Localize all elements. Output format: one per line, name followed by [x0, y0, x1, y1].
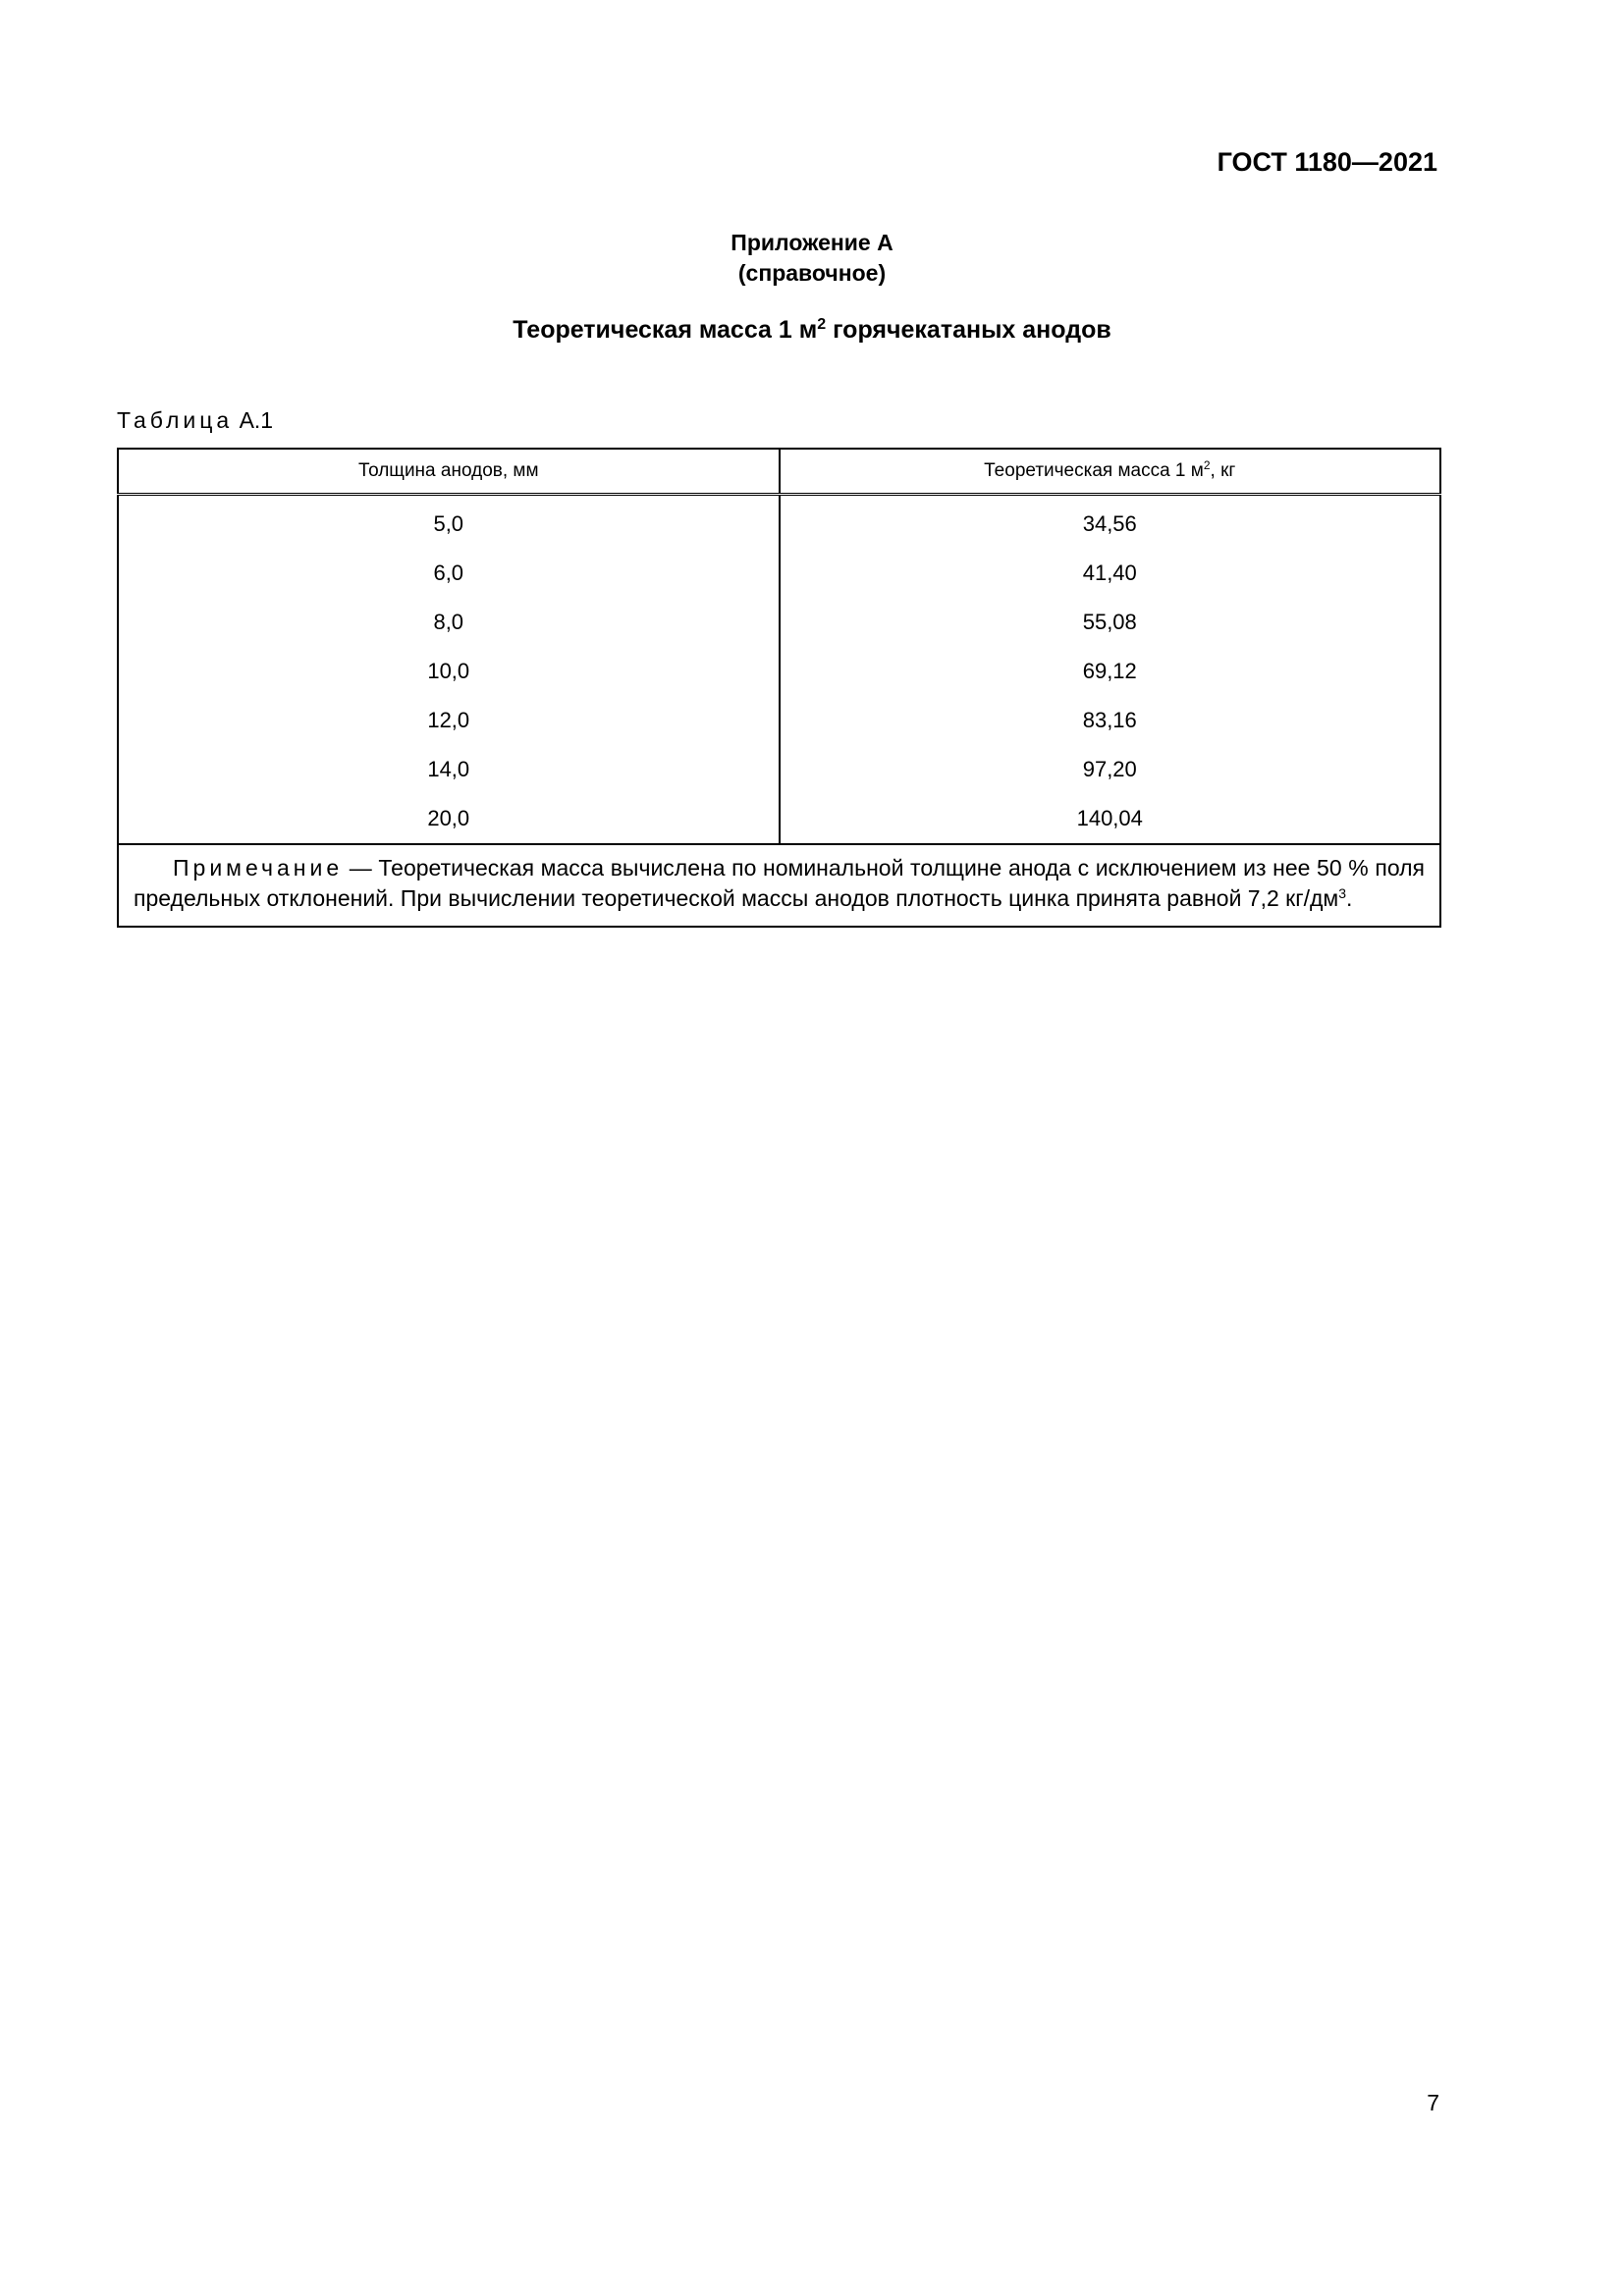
note-label: Примечание	[173, 855, 344, 881]
annex-status: (справочное)	[737, 260, 887, 286]
annex-title-superscript: 2	[817, 316, 827, 333]
table-note-row	[118, 844, 1440, 927]
thickness-cell: 20,0	[118, 794, 780, 844]
mass-cell: 97,20	[780, 745, 1441, 794]
note-text: — Теоретическая масса вычислена по номинальной толщине анода с исключением из нее 50 % поля предельных отклонений. При вычислении теоретической массы анодов плотность цинка принята равной 7,2 кг/дм	[134, 855, 1425, 911]
column-header-thickness: Толщина анодов, мм	[118, 449, 780, 495]
table-row	[118, 549, 1440, 598]
page-number: 7	[1427, 2090, 1439, 2115]
annex-title	[0, 316, 1624, 345]
mass-cell: 83,16	[780, 696, 1441, 745]
thickness-cell: 12,0	[118, 696, 780, 745]
data-table-container	[117, 448, 1441, 928]
table-row	[118, 598, 1440, 647]
column-header-mass-superscript: 2	[1203, 458, 1211, 472]
annex-title-text-end: горячекатаных анодов	[826, 316, 1111, 344]
table-row	[118, 495, 1440, 550]
mass-cell: 140,04	[780, 794, 1441, 844]
annex-heading	[0, 228, 1624, 289]
standard-number: ГОСТ 1180—2021	[1217, 147, 1437, 177]
mass-cell: 55,08	[780, 598, 1441, 647]
table-caption-number: А.1	[239, 407, 274, 433]
mass-cell: 34,56	[780, 495, 1441, 550]
note-end: .	[1346, 885, 1353, 911]
note-superscript: 3	[1338, 885, 1347, 901]
table-row	[118, 794, 1440, 844]
column-header-mass	[780, 449, 1441, 495]
table-caption-word: Таблица	[117, 407, 234, 433]
column-header-mass-unit: , кг	[1210, 460, 1236, 481]
mass-table	[117, 448, 1441, 928]
thickness-cell: 14,0	[118, 745, 780, 794]
thickness-cell: 10,0	[118, 647, 780, 696]
table-row	[118, 745, 1440, 794]
thickness-cell: 6,0	[118, 549, 780, 598]
column-header-mass-text: Теоретическая масса 1 м	[984, 460, 1204, 481]
annex-label: Приложение А	[731, 230, 893, 255]
table-caption	[117, 407, 273, 434]
table-note	[118, 844, 1440, 927]
thickness-cell: 5,0	[118, 495, 780, 550]
table-row	[118, 647, 1440, 696]
table-row	[118, 696, 1440, 745]
table-header-row	[118, 449, 1440, 495]
annex-title-text: Теоретическая масса 1 м	[513, 316, 818, 344]
mass-cell: 69,12	[780, 647, 1441, 696]
thickness-cell: 8,0	[118, 598, 780, 647]
mass-cell: 41,40	[780, 549, 1441, 598]
